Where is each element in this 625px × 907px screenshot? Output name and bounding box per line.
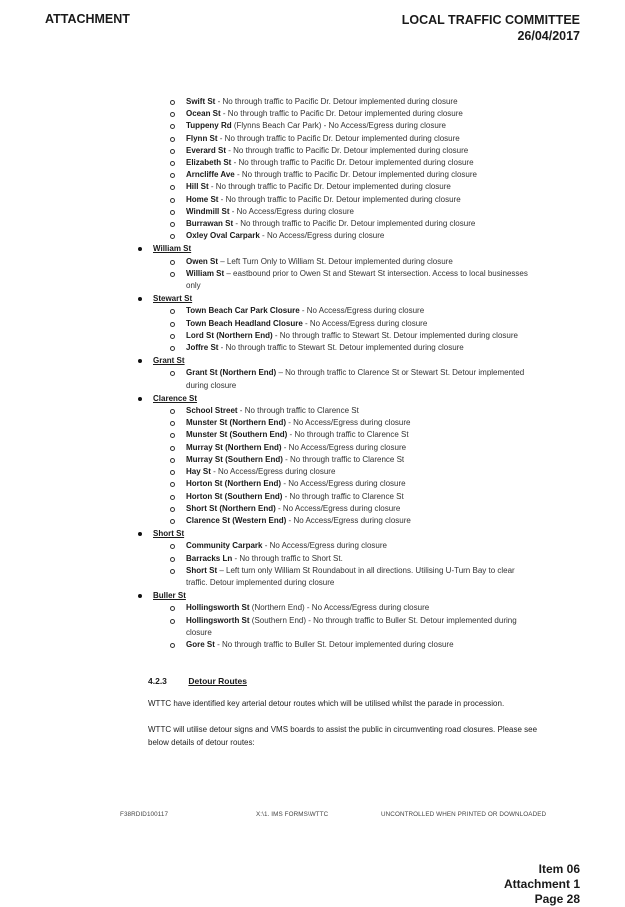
closure-description: – No through traffic to Clarence St or Stewart St. Detour implemented during closure xyxy=(186,368,525,390)
circle-bullet-icon xyxy=(170,544,175,549)
circle-bullet-icon xyxy=(170,161,175,166)
closure-item xyxy=(0,429,625,441)
street-name: Short St (Northern End) xyxy=(186,503,276,513)
meeting-date: 26/04/2017 xyxy=(517,29,580,43)
closure-description: - No Access/Egress during closure xyxy=(299,306,425,316)
street-name: Murray St (Northern End) xyxy=(186,442,282,452)
closure-item xyxy=(0,442,625,454)
closure-item xyxy=(0,342,625,354)
closure-description: - No through traffic to Clarence St xyxy=(282,454,405,464)
closure-item xyxy=(0,133,625,145)
circle-bullet-icon xyxy=(170,198,175,203)
footer-notice: UNCONTROLLED WHEN PRINTED OR DOWNLOADED xyxy=(381,811,547,818)
closure-item xyxy=(0,367,625,391)
closure-description: (Northern End) - No Access/Egress during closure xyxy=(249,603,430,613)
bullet-icon xyxy=(138,359,142,363)
circle-bullet-icon xyxy=(170,100,175,105)
closure-item xyxy=(0,96,625,108)
street-name: Horton St (Southern End) xyxy=(186,491,283,501)
closure-list xyxy=(0,96,625,651)
street-name: Hollingsworth St xyxy=(186,603,250,613)
circle-bullet-icon xyxy=(170,619,175,624)
header-right xyxy=(402,12,580,44)
circle-bullet-icon xyxy=(170,272,175,277)
section-title: Detour Routes xyxy=(188,676,247,686)
section-heading xyxy=(148,676,247,686)
closure-item xyxy=(0,515,625,527)
street-name: Flynn St xyxy=(186,133,218,143)
circle-bullet-icon xyxy=(170,210,175,215)
street-name: Community Carpark xyxy=(186,541,263,551)
circle-bullet-icon xyxy=(170,346,175,351)
circle-bullet-icon xyxy=(170,433,175,438)
closure-item xyxy=(0,478,625,490)
attachment-number: Attachment 1 xyxy=(503,877,580,891)
street-name: Short St xyxy=(186,565,218,575)
closure-description: (Southern End) - No through traffic to Buller St. Detour implemented during closure xyxy=(186,615,517,637)
street-name: Tuppeny Rd xyxy=(186,121,232,131)
closure-item xyxy=(0,330,625,342)
street-name: Hollingsworth St xyxy=(186,615,250,625)
closure-item xyxy=(0,305,625,317)
street-name: Grant St (Northern End) xyxy=(186,368,277,378)
circle-bullet-icon xyxy=(170,234,175,239)
closure-item xyxy=(0,454,625,466)
street-name: Ocean St xyxy=(186,109,221,119)
street-name: Burrawan St xyxy=(186,219,234,229)
closure-item xyxy=(0,108,625,120)
bullet-icon xyxy=(138,247,142,251)
circle-bullet-icon xyxy=(170,322,175,327)
circle-bullet-icon xyxy=(170,519,175,524)
paragraph-2: WTTC will utilise detour signs and VMS boards to assist the public in circumventing road closures. Please see below details of detour routes: xyxy=(148,725,538,747)
committee-title: LOCAL TRAFFIC COMMITTEE xyxy=(401,13,580,27)
street-name: Oxley Oval Carpark xyxy=(186,231,260,241)
street-group-heading: William St xyxy=(0,243,625,255)
street-name: Joffre St xyxy=(186,343,219,353)
closure-description: - No Access/Egress during closure xyxy=(259,231,385,241)
closure-item xyxy=(0,405,625,417)
closure-item xyxy=(0,565,625,589)
street-name: Town Beach Car Park Closure xyxy=(186,306,300,316)
street-name: Clarence St (Western End) xyxy=(186,515,287,525)
street-name: Lord St (Northern End) xyxy=(186,330,273,340)
circle-bullet-icon xyxy=(170,643,175,648)
street-name: Windmill St xyxy=(186,206,230,216)
closure-item xyxy=(0,553,625,565)
closure-description: – Left turn only William St Roundabout in all directions. Utilising U-Turn Bay to clear traffic. Detour implemented during closure xyxy=(186,565,515,587)
circle-bullet-icon xyxy=(170,495,175,500)
street-group-heading: Buller St xyxy=(0,590,625,602)
circle-bullet-icon xyxy=(170,173,175,178)
closure-description: - No through traffic to Pacific Dr. Detour implemented during closure xyxy=(234,170,477,180)
closure-item xyxy=(0,417,625,429)
closure-item xyxy=(0,157,625,169)
closure-description: - No through traffic to Clarence St xyxy=(237,406,359,416)
closure-item xyxy=(0,169,625,181)
circle-bullet-icon xyxy=(170,482,175,487)
closure-item xyxy=(0,256,625,268)
closure-item xyxy=(0,268,625,292)
circle-bullet-icon xyxy=(170,124,175,129)
section-number: 4.2.3 xyxy=(148,676,167,686)
circle-bullet-icon xyxy=(170,112,175,117)
circle-bullet-icon xyxy=(170,507,175,512)
closure-description: - No through traffic to Pacific Dr. Detour implemented during closure xyxy=(233,219,476,229)
closure-description: – eastbound prior to Owen St and Stewart St intersection. Access to local businesses only xyxy=(186,268,528,291)
closure-description: - No through traffic to Clarence St xyxy=(287,430,409,440)
closure-item xyxy=(0,206,625,218)
closure-item xyxy=(0,230,625,242)
street-group-heading: Short St xyxy=(0,528,625,540)
closure-description: - No Access/Egress during closure xyxy=(286,515,411,525)
street-name: Everard St xyxy=(186,145,227,155)
circle-bullet-icon xyxy=(170,470,175,475)
closure-description: - No through traffic to Pacific Dr. Detour implemented during closure xyxy=(217,133,460,143)
circle-bullet-icon xyxy=(170,409,175,414)
page-number: Page 28 xyxy=(534,892,580,906)
street-name: Elizabeth St xyxy=(186,158,232,168)
closure-description: - No Access/Egress during closure xyxy=(210,467,336,477)
closure-item xyxy=(0,145,625,157)
street-group-heading: Grant St xyxy=(0,355,625,367)
closure-description: - No Access/Egress during closure xyxy=(275,503,401,513)
closure-item xyxy=(0,318,625,330)
closure-description: - No through traffic to Pacific Dr. Detour implemented during closure xyxy=(226,145,469,155)
street-name: Munster St (Northern End) xyxy=(186,418,286,428)
closure-description: - No Access/Egress during closure xyxy=(229,206,354,216)
street-group-heading: Clarence St xyxy=(0,393,625,405)
closure-item xyxy=(0,491,625,503)
closure-description: - No through traffic to Pacific Dr. Detour implemented during closure xyxy=(215,97,458,106)
closure-description: - No through traffic to Pacific Dr. Detour implemented during closure xyxy=(231,158,474,168)
street-name: William St xyxy=(186,268,225,278)
street-name: Home St xyxy=(186,194,219,204)
street-name: Swift St xyxy=(186,97,216,106)
closure-description: (Flynns Beach Car Park) - No Access/Egress during closure xyxy=(231,121,446,131)
circle-bullet-icon xyxy=(170,421,175,426)
circle-bullet-icon xyxy=(170,185,175,190)
street-name: Arncliffe Ave xyxy=(186,170,235,180)
closure-item xyxy=(0,540,625,552)
street-name: Hill St xyxy=(186,182,209,192)
circle-bullet-icon xyxy=(170,137,175,142)
closure-item xyxy=(0,466,625,478)
street-name: Barracks Ln xyxy=(186,553,233,563)
circle-bullet-icon xyxy=(170,149,175,154)
closure-description: - No through traffic to Stewart St. Detour implemented during closure xyxy=(272,330,518,340)
footer-path: X:\1. IMS FORMS\WTTC xyxy=(256,811,329,818)
closure-description: - No Access/Egress during closure xyxy=(286,418,411,428)
header-left-label: ATTACHMENT xyxy=(45,12,130,26)
bullet-icon xyxy=(138,594,142,598)
circle-bullet-icon xyxy=(170,334,175,339)
closure-description: - No through traffic to Pacific Dr. Detour implemented during closure xyxy=(218,194,461,204)
closure-item xyxy=(0,602,625,614)
closure-description: - No through traffic to Buller St. Detour implemented during closure xyxy=(214,639,454,649)
circle-bullet-icon xyxy=(170,222,175,227)
closure-description: - No Access/Egress during closure xyxy=(262,541,387,551)
closure-item xyxy=(0,615,625,639)
closure-description: - No Access/Egress during closure xyxy=(302,318,428,328)
circle-bullet-icon xyxy=(170,309,175,314)
closure-item xyxy=(0,120,625,132)
page-meta xyxy=(504,862,580,907)
circle-bullet-icon xyxy=(170,458,175,463)
closure-description: – Left Turn Only to William St. Detour implemented during closure xyxy=(218,256,453,266)
street-group-heading: Stewart St xyxy=(0,293,625,305)
closure-description: - No through traffic to Pacific Dr. Detour implemented during closure xyxy=(208,182,451,192)
footer-code: F38RDID100117 xyxy=(120,811,169,818)
bullet-icon xyxy=(138,397,142,401)
street-name: Owen St xyxy=(186,256,219,266)
circle-bullet-icon xyxy=(170,606,175,611)
circle-bullet-icon xyxy=(170,569,175,574)
item-number: Item 06 xyxy=(538,862,580,876)
closure-item xyxy=(0,218,625,230)
bullet-icon xyxy=(138,532,142,536)
closure-description: - No Access/Egress during closure xyxy=(281,442,407,452)
street-name: Gore St xyxy=(186,639,215,649)
closure-item xyxy=(0,503,625,515)
circle-bullet-icon xyxy=(170,260,175,265)
street-name: Horton St (Northern End) xyxy=(186,479,282,489)
street-name: Town Beach Headland Closure xyxy=(186,318,303,328)
closure-item xyxy=(0,639,625,651)
closure-description: - No through traffic to Stewart St. Detour implemented during closure xyxy=(218,343,464,353)
closure-description: - No through traffic to Short St. xyxy=(232,553,343,563)
closure-description: - No through traffic to Clarence St xyxy=(282,491,404,501)
street-name: Murray St (Southern End) xyxy=(186,454,283,464)
bullet-icon xyxy=(138,297,142,301)
street-name: Hay St xyxy=(186,467,211,477)
closure-description: - No Access/Egress during closure xyxy=(281,479,406,489)
street-name: Munster St (Southern End) xyxy=(186,430,288,440)
street-name: School Street xyxy=(186,406,238,416)
circle-bullet-icon xyxy=(170,557,175,562)
closure-item xyxy=(0,181,625,193)
closure-description: - No through traffic to Pacific Dr. Detour implemented during closure xyxy=(220,109,463,119)
circle-bullet-icon xyxy=(170,446,175,451)
circle-bullet-icon xyxy=(170,371,175,376)
paragraph-1: WTTC have identified key arterial detour routes which will be utilised whilst the parade in procession. xyxy=(148,699,505,708)
closure-item xyxy=(0,194,625,206)
